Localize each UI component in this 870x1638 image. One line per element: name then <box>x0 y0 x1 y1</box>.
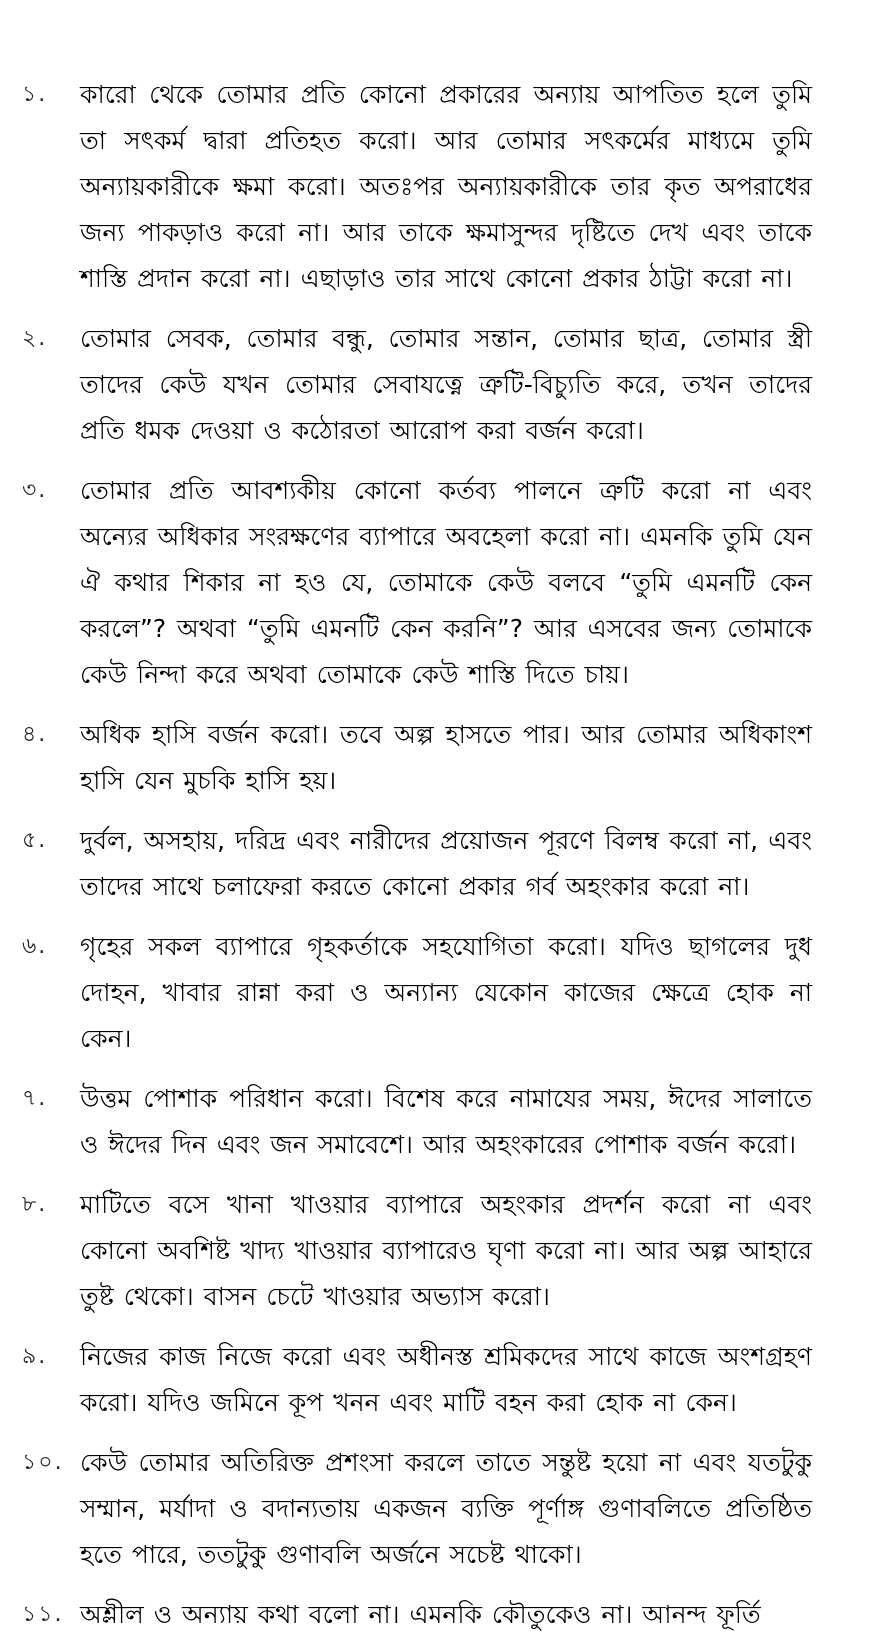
paragraph: অধিক হাসি বর্জন করো। তবে অল্প হাসতে পার। আর তোমার অধিকাংশ হাসি যেন মুচকি হাসি হয়। <box>80 720 812 795</box>
item-number: ১১. <box>22 1602 64 1627</box>
paragraph: নিজের কাজ নিজে করো এবং অধীনস্ত শ্রমিকদের সাথে কাজে অংশগ্রহণ করো। যদিও জমিনে কূপ খনন এবং মাটি বহন করা হোক না কেন। <box>80 1342 812 1417</box>
item-number: ৯. <box>22 1344 48 1369</box>
list-item <box>22 924 812 1062</box>
item-number: ৬. <box>22 934 48 959</box>
paragraph: গৃহের সকল ব্যাপারে গৃহকর্তাকে সহযোগিতা করো। যদিও ছাগলের দুধ দোহন, খাবার রান্না করা ও অন্যান্য যেকোন কাজের ক্ষেত্রে হোক না কেন। <box>80 932 812 1053</box>
paragraph: মাটিতে বসে খানা খাওয়ার ব্যাপারে অহংকার প্রদর্শন করো না এবং কোনো অবশিষ্ট খাদ্য খাওয়ার ব্যাপারেও ঘৃণা করো না। আর অল্প আহারে তুষ্ট থেকো। বাসন চেটে খাওয়ার অভ্যাস করো। <box>80 1190 812 1311</box>
list-item <box>22 1182 812 1320</box>
list-item <box>22 1076 812 1168</box>
item-number: ৫. <box>22 828 48 853</box>
item-number: ৮. <box>22 1192 48 1217</box>
paragraph: তোমার প্রতি আবশ্যকীয় কোনো কর্তব্য পালনে ত্রুটি করো না এবং অন্যের অধিকার সংরক্ষণের ব্যাপারে অবহেলা করো না। এমনকি তুমি যেন ঐ কথার শিকার না হও যে, তোমাকে কেউ বলবে “তুমি এমনটি কেন করলে”? অথবা “তুমি এমনটি কেন করনি”? আর এসবের জন্য তোমাকে কেউ নিন্দা করে অথবা তোমাকে কেউ শাস্তি দিতে চায়। <box>80 476 812 689</box>
item-number: ১. <box>22 82 48 107</box>
list-item <box>22 72 812 302</box>
list-item <box>22 316 812 454</box>
item-number: ৩. <box>22 478 48 503</box>
item-number: ৪. <box>22 722 48 747</box>
item-number: ৭. <box>22 1086 48 1111</box>
paragraph: অশ্লীল ও অন্যায় কথা বলো না। এমনকি কৌতুকেও না। আনন্দ ফূর্তি <box>80 1600 761 1629</box>
list-item <box>22 712 812 804</box>
paragraph: উত্তম পোশাক পরিধান করো। বিশেষ করে নামাযের সময়, ঈদের সালাতে ও ঈদের দিন এবং জন সমাবেশে। আর অহংকারের পোশাক বর্জন করো। <box>80 1084 812 1159</box>
item-number: ১০. <box>22 1450 64 1475</box>
list-item <box>22 1592 812 1638</box>
paragraph: তোমার সেবক, তোমার বন্ধু, তোমার সন্তান, তোমার ছাত্র, তোমার স্ত্রী তাদের কেউ যখন তোমার সেবাযত্নে ত্রুটি-বিচ্যুতি করে, তখন তাদের প্রতি ধমক দেওয়া ও কঠোরতা আরোপ করা বর্জন করো। <box>80 324 812 445</box>
list-item <box>22 468 812 698</box>
paragraph: কারো থেকে তোমার প্রতি কোনো প্রকারের অন্যায় আপতিত হলে তুমি তা সৎকর্ম দ্বারা প্রতিহত করো। আর তোমার সৎকর্মের মাধ্যমে তুমি অন্যায়কারীকে ক্ষমা করো। অতঃপর অন্যায়কারীকে তার কৃত অপরাধের জন্য পাকড়াও করো না। আর তাকে ক্ষমাসুন্দর দৃষ্টিতে দেখ এবং তাকে শাস্তি প্রদান করো না। এছাড়াও তার সাথে কোনো প্রকার ঠাট্টা করো না। <box>80 80 812 293</box>
item-number: ২. <box>22 326 48 351</box>
paragraph: দুর্বল, অসহায়, দরিদ্র এবং নারীদের প্রয়োজন পূরণে বিলম্ব করো না, এবং তাদের সাথে চলাফেরা করতে কোনো প্রকার গর্ব অহংকার করো না। <box>80 826 812 901</box>
list-item <box>22 1440 812 1578</box>
paragraph: কেউ তোমার অতিরিক্ত প্রশংসা করলে তাতে সন্তুষ্ট হয়ো না এবং যতটুকু সম্মান, মর্যাদা ও বদান্যতায় একজন ব্যক্তি পূর্ণাঙ্গ গুণাবলিতে প্রতিষ্ঠিত হতে পারে, ততটুকু গুণাবলি অর্জনে সচেষ্ট থাকো। <box>80 1448 812 1569</box>
list-item <box>22 818 812 910</box>
list-item <box>22 1334 812 1426</box>
